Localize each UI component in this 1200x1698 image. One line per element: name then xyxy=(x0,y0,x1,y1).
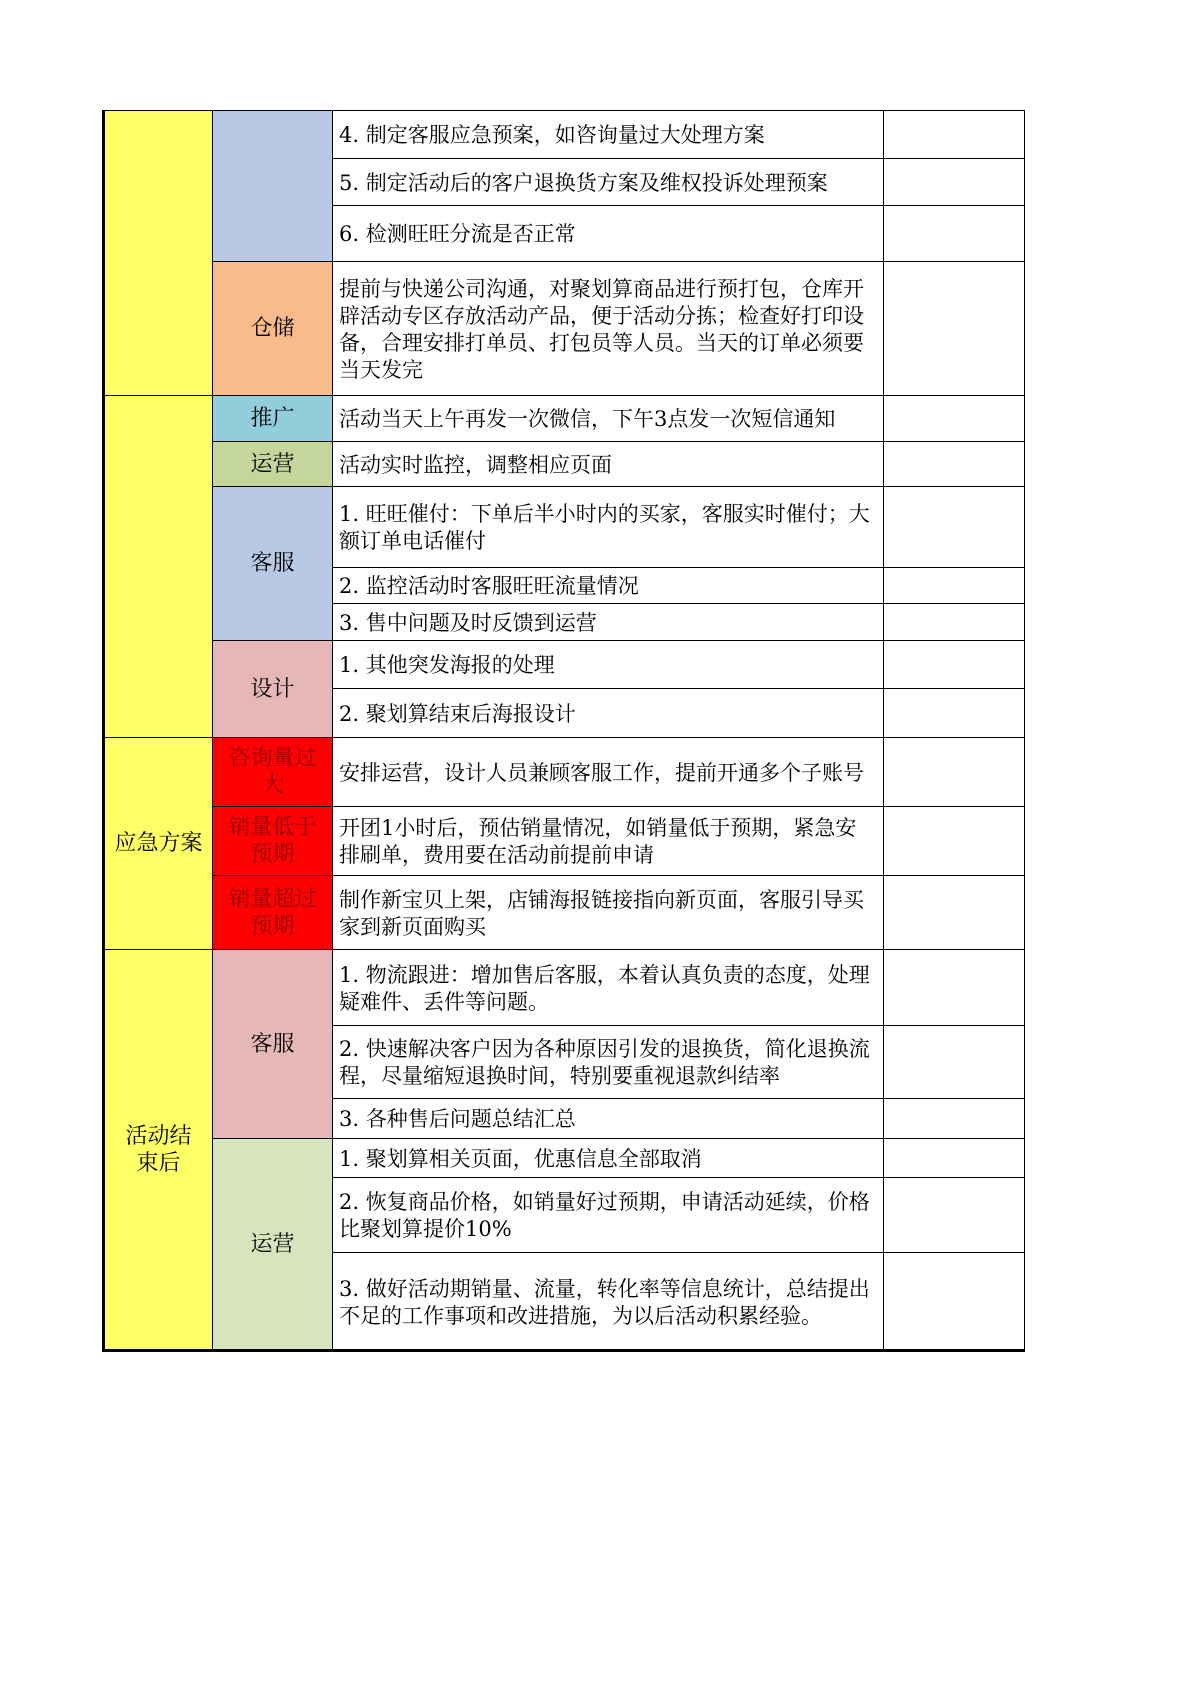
phase-label xyxy=(105,396,212,737)
role-label: 销量低于预期 xyxy=(228,815,317,867)
task-text: 6. 检测旺旺分流是否正常 xyxy=(339,222,576,246)
status-cell[interactable] xyxy=(883,1025,1025,1099)
task-text: 4. 制定客服应急预案，如咨询量过大处理方案 xyxy=(339,123,765,147)
role-cell[interactable] xyxy=(212,261,333,396)
task-cell[interactable] xyxy=(332,395,884,442)
status-cell[interactable] xyxy=(883,441,1025,487)
task-text: 1. 物流跟进：增加售后客服，本着认真负责的态度，处理疑难件、丢件等问题。 xyxy=(339,962,870,1014)
status-cell[interactable] xyxy=(883,395,1025,442)
task-cell[interactable] xyxy=(332,737,884,807)
phase-label: 活动结束后 xyxy=(125,1124,192,1176)
role-cell[interactable] xyxy=(212,875,333,950)
phase-cell[interactable] xyxy=(102,949,213,1351)
task-text: 2. 恢复商品价格，如销量好过预期，申请活动延续，价格比聚划算提价10% xyxy=(339,1190,870,1241)
task-text: 制作新宝贝上架，店铺海报链接指向新页面，客服引导买家到新页面购买 xyxy=(339,887,864,939)
task-text: 开团1小时后，预估销量情况，如销量低于预期，紧急安排刷单，费用要在活动前提前申请 xyxy=(339,816,857,867)
task-cell[interactable] xyxy=(332,567,884,604)
task-text: 5. 制定活动后的客户退换货方案及维权投诉处理预案 xyxy=(339,170,828,195)
role-label: 客服 xyxy=(250,551,295,576)
status-cell[interactable] xyxy=(883,875,1025,950)
task-cell[interactable] xyxy=(332,1252,884,1351)
task-text: 2. 快速解决客户因为各种原因引发的退换货，简化退换流程，尽量缩短退换时间，特别要重视退款纠结率 xyxy=(339,1037,870,1088)
task-cell[interactable] xyxy=(332,1177,884,1253)
task-text: 3. 售中问题及时反馈到运营 xyxy=(339,610,597,635)
task-text: 提前与快递公司沟通，对聚划算商品进行预打包，仓库开辟活动专区存放活动产品，便于活动分拣；检查好打印设备，合理安排打单员、打包员等人员。当天的订单必须要当天发完 xyxy=(339,276,864,382)
table-bottom-border xyxy=(102,1349,1025,1352)
role-cell[interactable] xyxy=(212,949,333,1139)
phase-label xyxy=(105,111,212,395)
status-cell[interactable] xyxy=(883,603,1025,641)
status-cell[interactable] xyxy=(883,261,1025,396)
status-cell[interactable] xyxy=(883,949,1025,1026)
task-cell[interactable] xyxy=(332,261,884,396)
task-cell[interactable] xyxy=(332,1138,884,1178)
status-cell[interactable] xyxy=(883,110,1025,159)
role-cell[interactable] xyxy=(212,110,333,262)
task-text: 活动当天上午再发一次微信，下午3点发一次短信通知 xyxy=(339,407,836,431)
role-cell[interactable] xyxy=(212,737,333,807)
task-text: 1. 其他突发海报的处理 xyxy=(339,653,555,677)
status-cell[interactable] xyxy=(883,1138,1025,1178)
task-text: 安排运营，设计人员兼顾客服工作，提前开通多个子账号 xyxy=(339,760,864,785)
task-cell[interactable] xyxy=(332,205,884,262)
task-cell[interactable] xyxy=(332,441,884,487)
status-cell[interactable] xyxy=(883,1177,1025,1253)
phase-cell[interactable] xyxy=(102,110,213,396)
phase-cell[interactable] xyxy=(102,395,213,738)
role-cell[interactable] xyxy=(212,441,333,487)
task-cell[interactable] xyxy=(332,875,884,950)
role-label: 咨询量过大 xyxy=(228,746,317,798)
role-cell[interactable] xyxy=(212,486,333,641)
status-cell[interactable] xyxy=(883,567,1025,604)
task-cell[interactable] xyxy=(332,806,884,876)
role-label: 仓储 xyxy=(250,316,295,341)
role-label: 设计 xyxy=(250,676,295,702)
status-cell[interactable] xyxy=(883,1098,1025,1139)
task-text: 活动实时监控，调整相应页面 xyxy=(339,452,612,477)
task-cell[interactable] xyxy=(332,1025,884,1099)
role-label: 推广 xyxy=(250,406,295,431)
role-cell[interactable] xyxy=(212,806,333,876)
task-cell[interactable] xyxy=(332,688,884,738)
task-cell[interactable] xyxy=(332,158,884,206)
status-cell[interactable] xyxy=(883,158,1025,206)
task-cell[interactable] xyxy=(332,486,884,568)
task-cell[interactable] xyxy=(332,603,884,641)
task-text: 2. 聚划算结束后海报设计 xyxy=(339,701,576,726)
status-cell[interactable] xyxy=(883,640,1025,689)
role-cell[interactable] xyxy=(212,395,333,442)
role-label: 客服 xyxy=(250,1031,295,1057)
role-cell[interactable] xyxy=(212,640,333,738)
role-label: 运营 xyxy=(250,1232,295,1257)
phase-label: 应急方案 xyxy=(114,831,203,856)
status-cell[interactable] xyxy=(883,205,1025,262)
status-cell[interactable] xyxy=(883,1252,1025,1351)
role-label: 运营 xyxy=(250,451,295,477)
role-label xyxy=(213,111,332,261)
status-cell[interactable] xyxy=(883,806,1025,876)
phase-cell[interactable] xyxy=(102,737,213,950)
task-text: 3. 各种售后问题总结汇总 xyxy=(339,1107,576,1131)
task-text: 3. 做好活动期销量、流量，转化率等信息统计，总结提出不足的工作事项和改进措施，为以后活动积累经验。 xyxy=(339,1276,870,1328)
task-text: 1. 聚划算相关页面，优惠信息全部取消 xyxy=(339,1146,702,1171)
role-label: 销量超过预期 xyxy=(228,886,317,939)
task-text: 2. 监控活动时客服旺旺流量情况 xyxy=(339,574,639,598)
task-cell[interactable] xyxy=(332,110,884,159)
status-cell[interactable] xyxy=(883,737,1025,807)
status-cell[interactable] xyxy=(883,486,1025,568)
status-cell[interactable] xyxy=(883,688,1025,738)
task-cell[interactable] xyxy=(332,949,884,1026)
task-text: 1. 旺旺催付：下单后半小时内的买家，客服实时催付；大额订单电话催付 xyxy=(339,502,870,553)
task-cell[interactable] xyxy=(332,640,884,689)
role-cell[interactable] xyxy=(212,1138,333,1351)
task-cell[interactable] xyxy=(332,1098,884,1139)
